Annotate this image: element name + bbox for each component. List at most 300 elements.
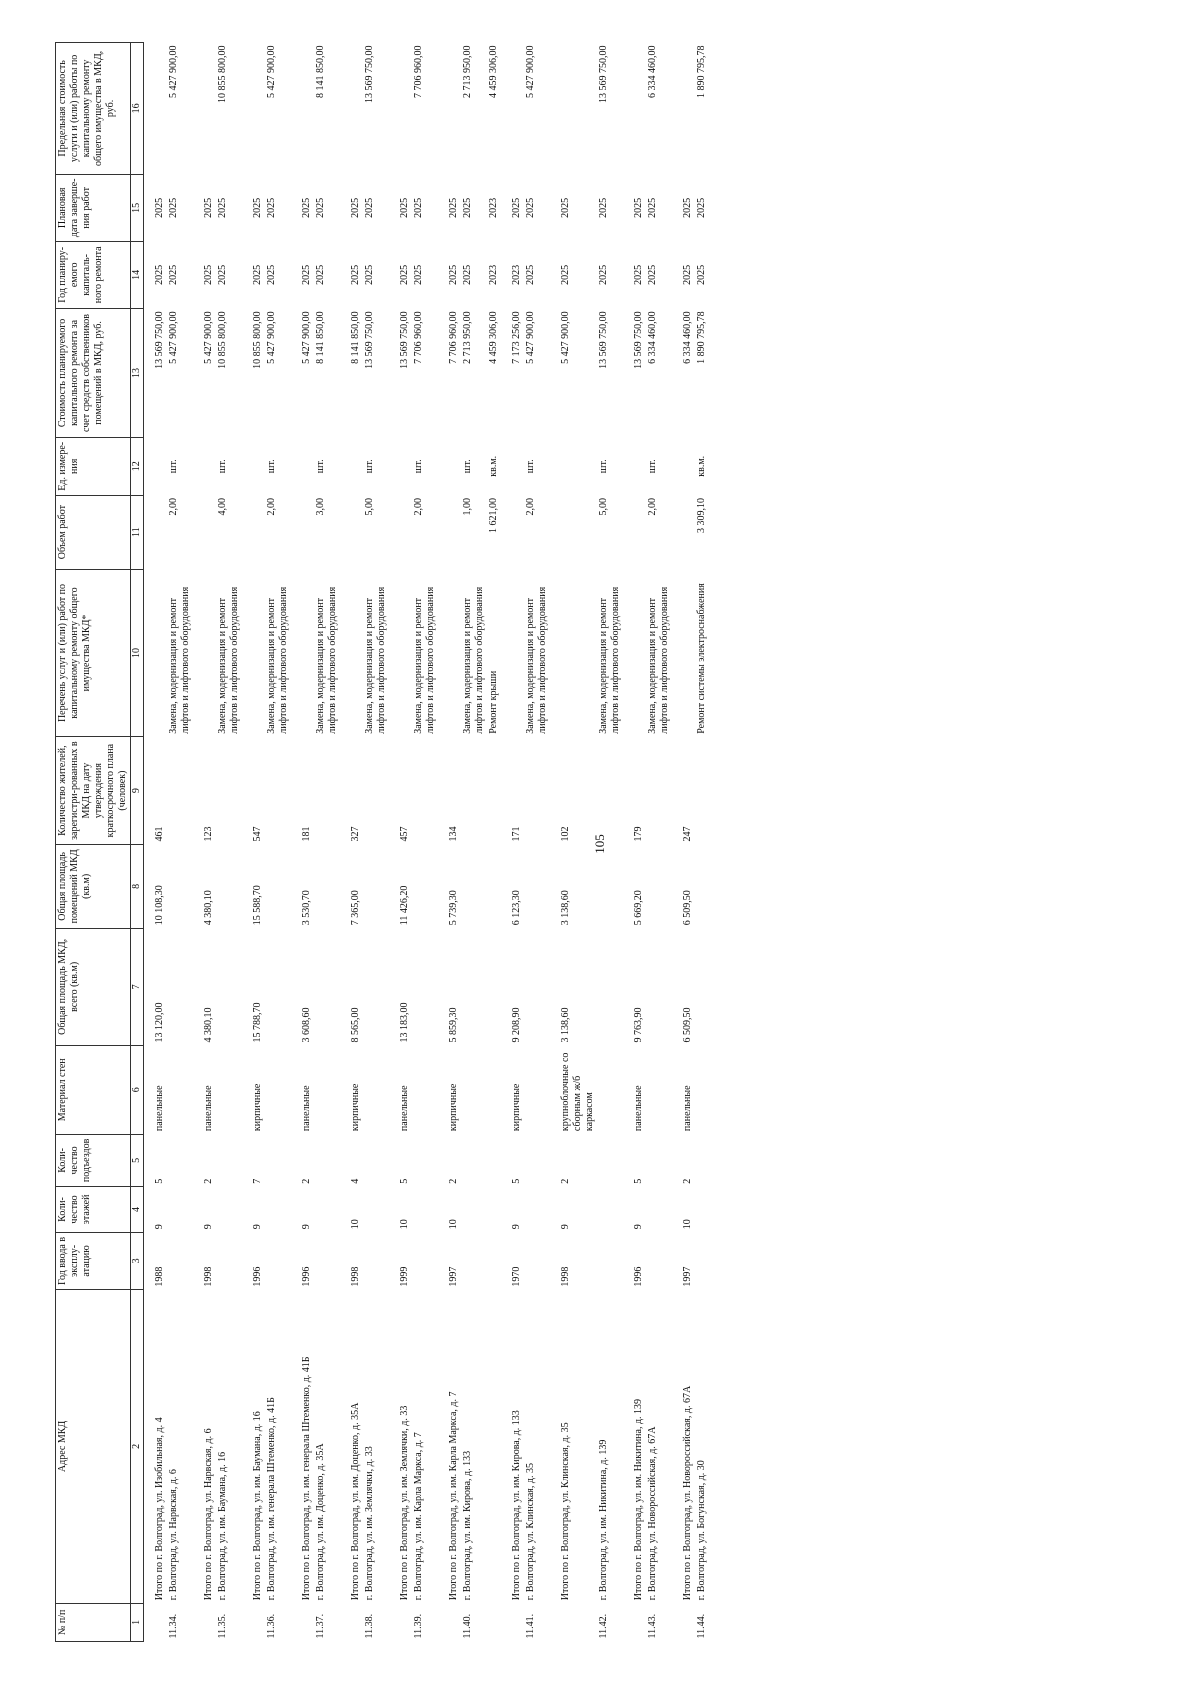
- cell-works: Замена, модернизация и ремонт лифтов и лифтового оборудования: [315, 586, 338, 734]
- cell-volume: 1 621,00: [488, 498, 499, 534]
- cell-year: [216, 1232, 242, 1289]
- cell-plan-year: 2025: [462, 264, 473, 285]
- page-number-text: 105: [592, 834, 607, 854]
- column-header: Коли-чество этажей: [56, 1187, 131, 1232]
- cell-cost: 2 713 950,00: [462, 311, 473, 364]
- cell-residents: 179: [633, 826, 644, 842]
- table-header: [56, 43, 144, 1642]
- column-number: 7: [131, 928, 144, 1045]
- cell-address: Итого по г. Волгоград, ул. им. Землячки, д. 33: [399, 1405, 410, 1601]
- cell-plan-year: 2025: [364, 264, 375, 285]
- cell-residents: [412, 737, 438, 845]
- cell-address: Итого по г. Волгоград, ул. Изобильная, д. 4: [154, 1417, 165, 1601]
- cell-volume: 5,00: [598, 498, 609, 516]
- cell-unit: [242, 438, 265, 495]
- column-header: Материал стен: [56, 1046, 131, 1135]
- cell-limit: [193, 43, 216, 175]
- cell-end-year: 2025: [203, 197, 214, 218]
- cell-area-rooms: [695, 844, 709, 928]
- cell-entrances: 2: [203, 1178, 214, 1184]
- cell-entrances: 5: [399, 1178, 410, 1184]
- cell-num: 11.43.: [647, 1613, 658, 1639]
- cell-plan-year: 2025: [252, 264, 263, 285]
- cell-cost: 7 173 256,00: [511, 311, 522, 364]
- column-header: Общая площадь помещений МКД (кв.м): [56, 844, 131, 928]
- cell-cost: 5 427 900,00: [525, 311, 536, 364]
- cell-material: [412, 1046, 438, 1135]
- cell-entrances: [695, 1134, 709, 1187]
- cell-limit: [242, 43, 265, 175]
- column-header: Адрес МКД: [56, 1290, 131, 1604]
- cell-limit: 10 855 800,00: [217, 45, 228, 103]
- cell-unit: шт.: [168, 459, 179, 474]
- cell-address: г. Волгоград, ул. им. Карла Маркса, д. 7: [413, 1432, 424, 1601]
- cell-floors: [461, 1187, 487, 1232]
- cell-area-total: [412, 928, 438, 1045]
- cell-area-rooms: [524, 844, 550, 928]
- cell-num: [389, 1603, 412, 1641]
- cell-plan-year: 2025: [168, 264, 179, 285]
- column-number: 14: [131, 241, 144, 308]
- cell-unit: кв.м.: [488, 455, 499, 477]
- cell-volume: [501, 495, 524, 569]
- cell-end-year: 2025: [266, 197, 277, 218]
- cell-volume: 2,00: [647, 498, 658, 516]
- cell-unit: шт.: [598, 459, 609, 474]
- cell-residents: [524, 737, 550, 845]
- total-row: [550, 43, 597, 1642]
- cell-year: 1996: [252, 1266, 263, 1287]
- cell-floors: 10: [399, 1219, 410, 1230]
- cell-num: [340, 1603, 363, 1641]
- cell-entrances: [597, 1134, 623, 1187]
- cell-volume: 2,00: [168, 498, 179, 516]
- total-row: [291, 43, 314, 1642]
- cell-limit: 4 459 306,00: [488, 45, 499, 98]
- cell-address: г. Волгоград, ул. Новороссийская, д. 67А: [647, 1426, 658, 1601]
- cell-year: [167, 1232, 193, 1289]
- cell-works: Замена, модернизация и ремонт лифтов и лифтового оборудования: [525, 586, 548, 734]
- cell-end-year: 2023: [488, 197, 499, 218]
- cell-material: панельные: [301, 1085, 312, 1132]
- cell-area-total: 15 788,70: [252, 1002, 263, 1043]
- cell-limit: 5 427 900,00: [525, 45, 536, 98]
- cell-area-total: [646, 928, 672, 1045]
- cell-material: кирпичные: [511, 1083, 522, 1132]
- cell-unit: шт.: [462, 459, 473, 474]
- cell-plan-year: 2025: [413, 264, 424, 285]
- table-row: [363, 43, 389, 1642]
- table-body: [144, 43, 710, 1642]
- cell-area-rooms: [487, 844, 501, 928]
- table-row: [412, 43, 438, 1642]
- total-row: [144, 43, 168, 1642]
- column-header: Стоимость планируемого капитального ремонта за счет средств собственников помещений в МКД, руб.: [56, 308, 131, 437]
- cell-residents: [167, 737, 193, 845]
- cell-area-rooms: 6 509,50: [682, 890, 693, 926]
- cell-area-rooms: [461, 844, 487, 928]
- cell-area-total: 13 183,00: [399, 1002, 410, 1043]
- cell-entrances: 2: [682, 1178, 693, 1184]
- cell-works: [438, 569, 461, 737]
- cell-area-total: 5 859,30: [448, 1007, 459, 1043]
- column-header: Год ввода в эксплу-атацию: [56, 1232, 131, 1289]
- cell-floors: 9: [560, 1224, 571, 1230]
- cell-floors: [216, 1187, 242, 1232]
- cell-year: 1999: [399, 1266, 410, 1287]
- cell-unit: шт.: [364, 459, 375, 474]
- cell-plan-year: 2025: [315, 264, 326, 285]
- cell-volume: 2,00: [413, 498, 424, 516]
- cell-address: г. Волгоград, ул. им. генерала Штеменко, д. 41Б: [266, 1397, 277, 1601]
- cell-year: [314, 1232, 340, 1289]
- column-header: Плановая дата заверше-ния работ: [56, 174, 131, 241]
- cell-area-rooms: [314, 844, 340, 928]
- cell-area-rooms: 3 530,70: [301, 890, 312, 926]
- column-header: Объем работ: [56, 495, 131, 569]
- cell-limit: 13 569 750,00: [598, 45, 609, 103]
- column-number: 15: [131, 174, 144, 241]
- cell-area-rooms: 11 426,20: [399, 885, 410, 926]
- cell-address: Итого по г. Волгоград, ул. им. Кирова, д. 133: [511, 1410, 522, 1601]
- cell-area-rooms: 4 380,10: [203, 890, 214, 926]
- cell-area-total: [597, 928, 623, 1045]
- cell-end-year: 2025: [448, 197, 459, 218]
- column-number: 1: [131, 1603, 144, 1641]
- cell-num: 11.38.: [364, 1613, 375, 1639]
- cell-floors: 10: [350, 1219, 361, 1230]
- table-row: [216, 43, 242, 1642]
- cell-volume: [144, 495, 168, 569]
- cell-plan-year: 2025: [598, 264, 609, 285]
- cell-floors: [695, 1187, 709, 1232]
- total-row: [340, 43, 363, 1642]
- table-row: [695, 43, 709, 1642]
- cell-plan-year: 2023: [511, 264, 522, 285]
- cell-area-total: [216, 928, 242, 1045]
- cell-area-total: [695, 928, 709, 1045]
- table-row: [314, 43, 340, 1642]
- cell-unit: [438, 438, 461, 495]
- cell-entrances: [646, 1134, 672, 1187]
- cell-cost: 5 427 900,00: [560, 311, 571, 364]
- total-row: [193, 43, 216, 1642]
- cell-area-total: 13 120,00: [154, 1002, 165, 1043]
- cell-unit: [550, 438, 597, 495]
- cell-unit: [623, 438, 646, 495]
- cell-floors: [314, 1187, 340, 1232]
- total-row: [501, 43, 524, 1642]
- cell-residents: 461: [154, 826, 165, 842]
- cell-material: [597, 1046, 623, 1135]
- cell-volume: [623, 495, 646, 569]
- column-number: 12: [131, 438, 144, 495]
- cell-address: г. Волгоград, ул. Клинская, д. 35: [525, 1463, 536, 1601]
- cell-floors: [487, 1187, 501, 1232]
- cell-year: 1970: [511, 1266, 522, 1287]
- cell-unit: [291, 438, 314, 495]
- cell-entrances: 2: [448, 1178, 459, 1184]
- cell-material: [216, 1046, 242, 1135]
- cell-residents: 123: [203, 826, 214, 842]
- cell-residents: 247: [682, 826, 693, 842]
- cell-entrances: 5: [633, 1178, 644, 1184]
- cell-material: панельные: [399, 1085, 410, 1132]
- cell-year: [695, 1232, 709, 1289]
- cell-material: [646, 1046, 672, 1135]
- cell-residents: 181: [301, 826, 312, 842]
- cell-entrances: 2: [301, 1178, 312, 1184]
- cell-works: Ремонт крыши: [488, 670, 499, 734]
- cell-limit: [438, 43, 461, 175]
- cell-limit: 5 427 900,00: [168, 45, 179, 98]
- cell-volume: [550, 495, 597, 569]
- cell-material: крупноблочные со сборным ж/б каркасом: [560, 1052, 595, 1132]
- cell-num: [291, 1603, 314, 1641]
- cell-cost: 13 569 750,00: [633, 311, 644, 369]
- cell-unit: [193, 438, 216, 495]
- cell-area-rooms: [646, 844, 672, 928]
- table-row: [461, 43, 487, 1642]
- column-number: 8: [131, 844, 144, 928]
- cell-num: 11.42.: [598, 1613, 609, 1639]
- cell-limit: [623, 43, 646, 175]
- total-row: [389, 43, 412, 1642]
- cell-plan-year: 2025: [399, 264, 410, 285]
- cell-area-rooms: 3 138,60: [560, 890, 571, 926]
- cell-end-year: 2025: [462, 197, 473, 218]
- cell-num: [144, 1603, 168, 1641]
- cell-year: [265, 1232, 291, 1289]
- table-row: [646, 43, 672, 1642]
- column-number: 10: [131, 569, 144, 737]
- cell-limit: [550, 43, 597, 175]
- cell-material: кирпичные: [350, 1083, 361, 1132]
- cell-floors: 10: [682, 1219, 693, 1230]
- column-header: Ед. измере-ния: [56, 438, 131, 495]
- cell-end-year: 2025: [154, 197, 165, 218]
- cell-unit: шт.: [647, 459, 658, 474]
- cell-area-rooms: [412, 844, 438, 928]
- cell-limit: [340, 43, 363, 175]
- cell-end-year: 2025: [301, 197, 312, 218]
- cell-area-total: [265, 928, 291, 1045]
- cell-works: Замена, модернизация и ремонт лифтов и лифтового оборудования: [364, 586, 387, 734]
- cell-year: [412, 1232, 438, 1289]
- cell-area-total: [167, 928, 193, 1045]
- cell-works: [389, 569, 412, 737]
- cell-address: Итого по г. Волгоград, ул. Нарвская, д. 6: [203, 1428, 214, 1601]
- cell-address: г. Волгоград, ул. им. Баумана, д. 16: [217, 1451, 228, 1601]
- cell-area-total: [487, 928, 501, 1045]
- cell-address: Итого по г. Волгоград, ул. им. Никитина, д. 139: [633, 1398, 644, 1601]
- cell-end-year: 2025: [647, 197, 658, 218]
- column-number: 16: [131, 43, 144, 175]
- cell-entrances: [412, 1134, 438, 1187]
- cell-floors: 9: [633, 1224, 644, 1230]
- cell-volume: 5,00: [364, 498, 375, 516]
- cell-material: [363, 1046, 389, 1135]
- cell-floors: 9: [203, 1224, 214, 1230]
- cell-area-total: [461, 928, 487, 1045]
- cell-end-year: 2025: [525, 197, 536, 218]
- cell-end-year: 2025: [350, 197, 361, 218]
- cell-limit: 13 569 750,00: [364, 45, 375, 103]
- cell-plan-year: 2025: [633, 264, 644, 285]
- cell-cost: 5 427 900,00: [266, 311, 277, 364]
- cell-address: г. Волгоград, ул. им. Кирова, д. 133: [462, 1450, 473, 1601]
- cell-works: Замена, модернизация и ремонт лифтов и лифтового оборудования: [647, 586, 670, 734]
- cell-material: [695, 1046, 709, 1135]
- cell-floors: [265, 1187, 291, 1232]
- cell-address: Итого по г. Волгоград, ул. Новороссийская, д. 67А: [682, 1385, 693, 1601]
- cell-material: панельные: [682, 1085, 693, 1132]
- cell-material: кирпичные: [252, 1083, 263, 1132]
- cell-plan-year: 2025: [154, 264, 165, 285]
- cell-area-rooms: 10 108,30: [154, 885, 165, 926]
- cell-end-year: 2025: [598, 197, 609, 218]
- cell-floors: [597, 1187, 623, 1232]
- cell-num: [672, 1603, 695, 1641]
- column-header: Год планиру-емого капиталь-ного ремонта: [56, 241, 131, 308]
- cell-material: [524, 1046, 550, 1135]
- total-row: [623, 43, 646, 1642]
- cell-end-year: 2025: [217, 197, 228, 218]
- cell-year: 1997: [682, 1266, 693, 1287]
- cell-num: [550, 1603, 597, 1641]
- cell-end-year: 2025: [168, 197, 179, 218]
- cell-area-total: 4 380,10: [203, 1007, 214, 1043]
- cell-residents: 547: [252, 826, 263, 842]
- cell-limit: [389, 43, 412, 175]
- cell-cost: 13 569 750,00: [364, 311, 375, 369]
- cell-plan-year: 2023: [488, 264, 499, 285]
- cell-residents: 327: [350, 826, 361, 842]
- cell-residents: [265, 737, 291, 845]
- cell-volume: 4,00: [217, 498, 228, 516]
- cell-end-year: 2025: [252, 197, 263, 218]
- cell-entrances: [265, 1134, 291, 1187]
- table-row: [487, 43, 501, 1642]
- cell-area-total: [314, 928, 340, 1045]
- cell-entrances: [314, 1134, 340, 1187]
- cell-works: Замена, модернизация и ремонт лифтов и лифтового оборудования: [413, 586, 436, 734]
- cell-material: [167, 1046, 193, 1135]
- column-number: 4: [131, 1187, 144, 1232]
- cell-residents: [597, 737, 623, 845]
- total-row: [672, 43, 695, 1642]
- cell-year: 1998: [560, 1266, 571, 1287]
- cell-material: панельные: [154, 1085, 165, 1132]
- cell-area-total: 9 208,90: [511, 1007, 522, 1043]
- cell-plan-year: 2025: [217, 264, 228, 285]
- column-number: 3: [131, 1232, 144, 1289]
- cell-limit: 6 334 460,00: [647, 45, 658, 98]
- cell-cost: 5 427 900,00: [168, 311, 179, 364]
- cell-entrances: 4: [350, 1178, 361, 1184]
- cell-unit: кв.м.: [696, 455, 707, 477]
- cell-year: 1996: [633, 1266, 644, 1287]
- cell-num: [242, 1603, 265, 1641]
- cell-year: [597, 1232, 623, 1289]
- cell-end-year: 2025: [413, 197, 424, 218]
- cell-cost: 10 855 800,00: [217, 311, 228, 369]
- cell-address: Итого по г. Волгоград, ул. им. генерала Штеменко, д. 41Б: [301, 1356, 312, 1601]
- cell-area-total: 9 763,90: [633, 1007, 644, 1043]
- cell-works: Замена, модернизация и ремонт лифтов и лифтового оборудования: [217, 586, 240, 734]
- cell-works: [501, 569, 524, 737]
- column-header: Предельная стоимость услуги и (или) работы по капитальному ремонту общего имущества в МКД, руб.: [56, 43, 131, 175]
- cell-year: 1997: [448, 1266, 459, 1287]
- cell-area-rooms: [167, 844, 193, 928]
- cell-works: Замена, модернизация и ремонт лифтов и лифтового оборудования: [462, 586, 485, 734]
- cell-residents: [646, 737, 672, 845]
- cell-num: 11.44.: [696, 1613, 707, 1639]
- cell-volume: [340, 495, 363, 569]
- cell-unit: [501, 438, 524, 495]
- cell-volume: [438, 495, 461, 569]
- cell-plan-year: 2025: [203, 264, 214, 285]
- cell-area-rooms: [363, 844, 389, 928]
- cell-unit: [389, 438, 412, 495]
- cell-num: 11.37.: [315, 1613, 326, 1639]
- cell-cost: 13 569 750,00: [399, 311, 410, 369]
- cell-works: [242, 569, 265, 737]
- cell-plan-year: 2025: [350, 264, 361, 285]
- column-number: 5: [131, 1134, 144, 1187]
- cell-unit: шт.: [525, 459, 536, 474]
- header-row: [56, 43, 131, 1642]
- cell-residents: [216, 737, 242, 845]
- table-row: [167, 43, 193, 1642]
- cell-year: 1996: [301, 1266, 312, 1287]
- cell-area-rooms: 5 669,20: [633, 890, 644, 926]
- cell-end-year: 2025: [315, 197, 326, 218]
- cell-floors: [412, 1187, 438, 1232]
- total-row: [438, 43, 461, 1642]
- cell-cost: 8 141 850,00: [350, 311, 361, 364]
- cell-unit: шт.: [217, 459, 228, 474]
- cell-residents: 171: [511, 826, 522, 842]
- cell-floors: 9: [301, 1224, 312, 1230]
- cell-cost: 10 855 800,00: [252, 311, 263, 369]
- cell-num: 11.34.: [168, 1613, 179, 1639]
- column-header: Общая площадь МКД, всего (кв.м): [56, 928, 131, 1045]
- cell-year: 1998: [350, 1266, 361, 1287]
- cell-volume: 1,00: [462, 498, 473, 516]
- column-number: 6: [131, 1046, 144, 1135]
- cell-limit: [672, 43, 695, 175]
- table-row: [524, 43, 550, 1642]
- cell-cost: 6 334 460,00: [647, 311, 658, 364]
- cell-area-rooms: [216, 844, 242, 928]
- cell-plan-year: 2025: [266, 264, 277, 285]
- cell-material: [461, 1046, 487, 1135]
- cell-num: 11.40.: [462, 1613, 473, 1639]
- cell-address: Итого по г. Волгоград, ул. Клинская, д. 35: [560, 1422, 571, 1601]
- cell-area-rooms: 5 739,30: [448, 890, 459, 926]
- cell-limit: 5 427 900,00: [266, 45, 277, 98]
- cell-unit: шт.: [266, 459, 277, 474]
- column-number: 9: [131, 737, 144, 845]
- cell-plan-year: 2025: [525, 264, 536, 285]
- cell-floors: [363, 1187, 389, 1232]
- cell-volume: 3,00: [315, 498, 326, 516]
- cell-cost: 5 427 900,00: [301, 311, 312, 364]
- cell-entrances: 5: [511, 1178, 522, 1184]
- column-number: 11: [131, 495, 144, 569]
- cell-volume: [242, 495, 265, 569]
